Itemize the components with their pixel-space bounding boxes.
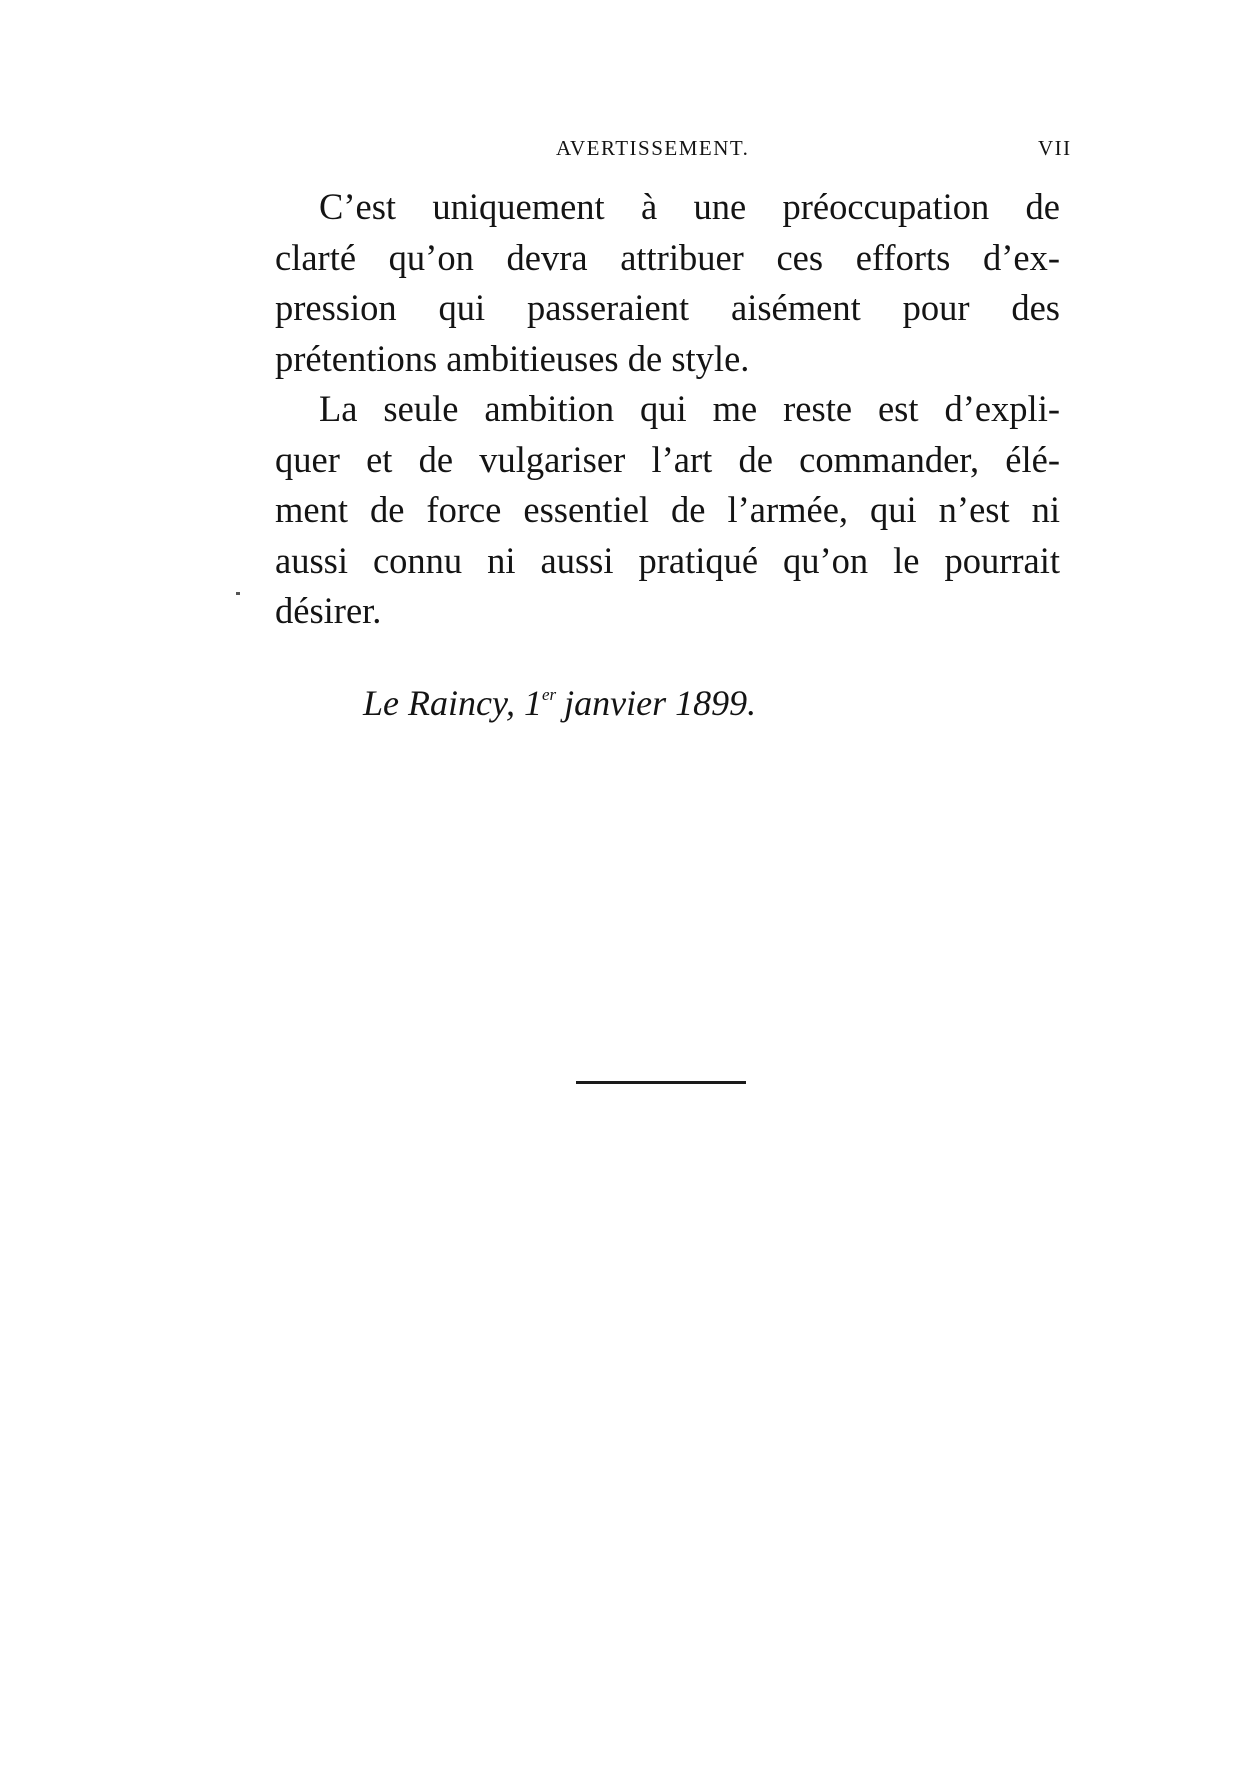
text-line: aussi connu ni aussi pratiqué qu’on le pourrait	[275, 539, 1060, 581]
signature-day: 1	[523, 683, 542, 723]
text-line: ment de force essentiel de l’armée, qui n’est ni	[275, 489, 1060, 530]
place-date-signature	[363, 673, 756, 725]
body-text	[275, 182, 1060, 637]
signature-day-suffix: er	[541, 685, 557, 704]
running-title: AVERTISSEMENT.	[556, 136, 750, 160]
signature-place: Le Raincy,	[363, 683, 515, 723]
end-rule	[576, 1081, 746, 1084]
text-line: clarté qu’on devra attribuer ces efforts d’ex-	[275, 236, 1060, 278]
text-line: prétentions ambitieuses de style.	[275, 337, 750, 379]
print-speck	[236, 592, 240, 595]
text-line: quer et de vulgariser l’art de commander, élé-	[275, 438, 1060, 480]
text-line: désirer.	[275, 590, 382, 631]
signature-date: janvier 1899.	[564, 683, 757, 723]
text-line: pression qui passeraient aisément pour des	[275, 287, 1060, 328]
text-line: La seule ambition qui me reste est d’expli-	[319, 388, 1060, 429]
paragraph-1	[275, 182, 1060, 384]
paragraph-2	[275, 384, 1060, 637]
text-line: C’est uniquement à une préoccupation de	[319, 186, 1060, 227]
page-number: VII	[1038, 136, 1072, 160]
running-head	[0, 136, 1259, 166]
